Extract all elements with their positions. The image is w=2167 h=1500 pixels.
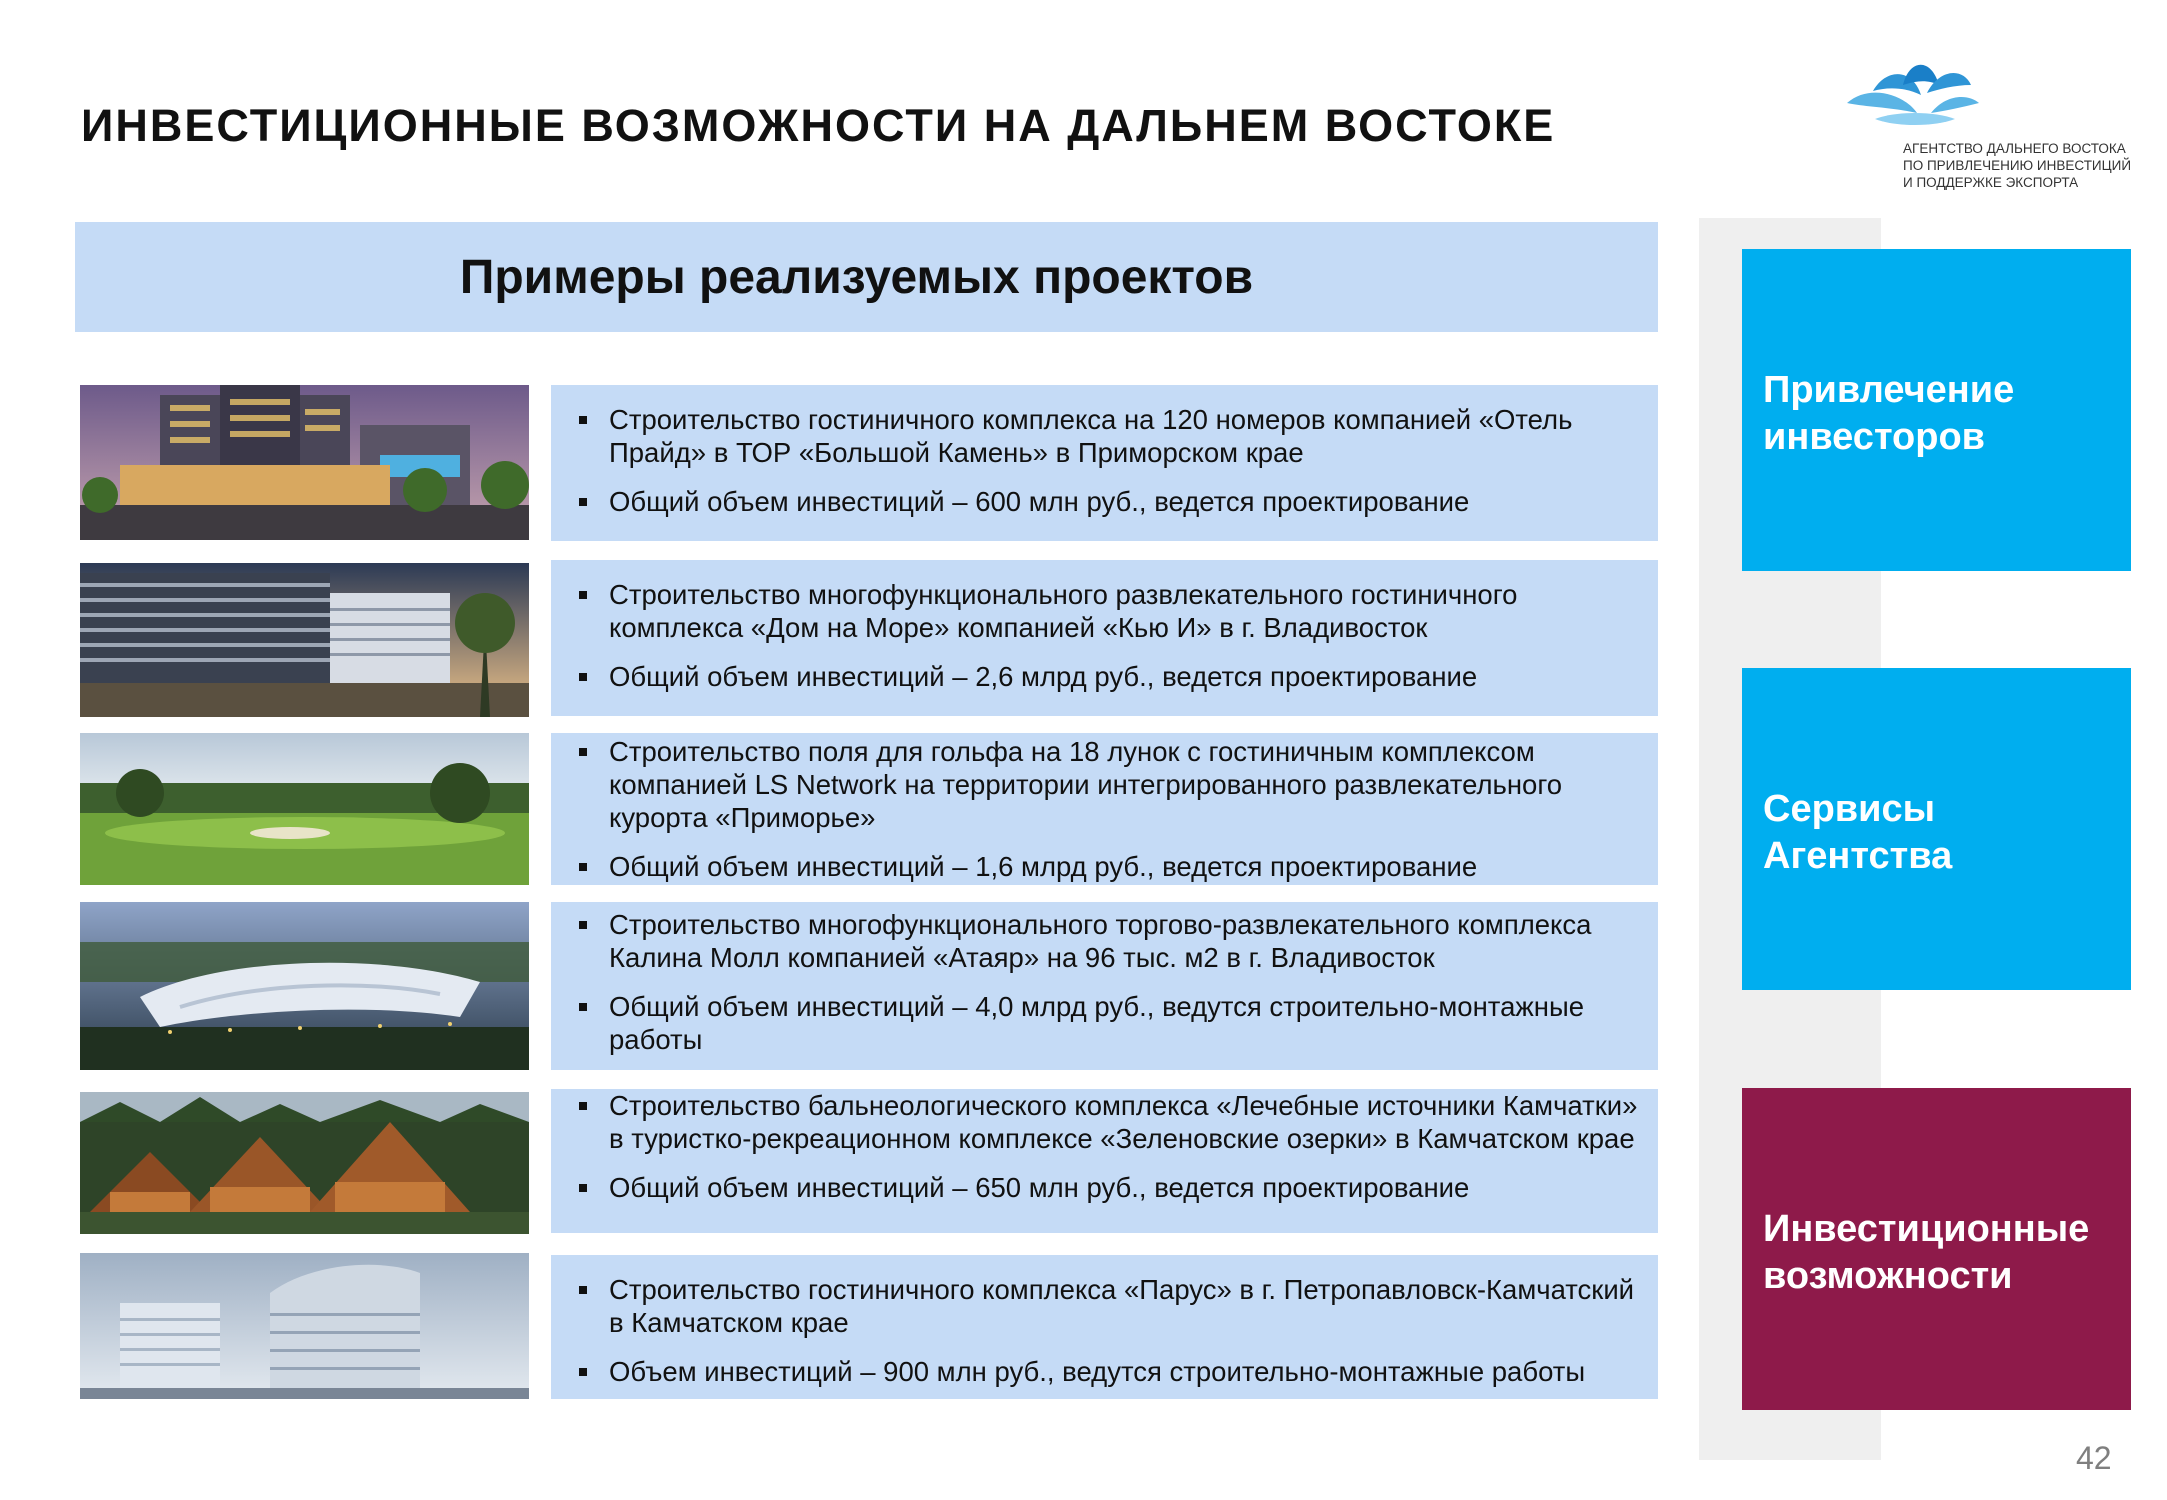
project-bullet: Общий объем инвестиций – 4,0 млрд руб., ведутся строительно-монтажные работы: [569, 990, 1638, 1056]
sidebar-item-investor-attraction[interactable]: [1742, 249, 2131, 571]
project-bullet: Общий объем инвестиций – 600 млн руб., ведется проектирование: [569, 485, 1638, 518]
project-bullet: Общий объем инвестиций – 650 млн руб., ведется проектирование: [569, 1171, 1638, 1204]
mall-aerial-photo-icon: [80, 902, 529, 1070]
sidebar-item-label: Привлечение: [1763, 369, 2015, 411]
project-image-dom-na-more: [80, 563, 529, 717]
project-description-6: [551, 1255, 1658, 1399]
project-bullet: Строительство многофункционального торгово-развлекательного комплекса Калина Молл компанией «Атаяр» на 96 тыс. м2 в г. Владивосток: [569, 908, 1638, 974]
project-bullet: Строительство поля для гольфа на 18 лунок с гостиничным комплексом компанией LS Network на территории интегрированного развлекательного курорта «Приморье»: [569, 735, 1638, 834]
project-image-parus: [80, 1253, 529, 1399]
section-title: Примеры реализуемых проектов: [459, 250, 1254, 304]
project-image-kalina-mall: [80, 902, 529, 1070]
page-title: ИНВЕСТИЦИОННЫЕ ВОЗМОЖНОСТИ НА ДАЛЬНЕМ ВОСТОКЕ: [81, 100, 1556, 151]
project-description-2: [551, 560, 1658, 716]
page-number: 42: [2076, 1440, 2112, 1476]
agency-logo: [1835, 55, 2135, 195]
project-bullet: Строительство гостиничного комплекса «Парус» в г. Петропавловск-Камчатский в Камчатском крае: [569, 1273, 1638, 1339]
sidebar-item-investment-opportunities[interactable]: [1742, 1088, 2131, 1410]
section-title-bar: [75, 222, 1658, 332]
glass-buildings-render-icon: [80, 1253, 529, 1399]
project-image-golf: [80, 733, 529, 885]
project-description-1: [551, 385, 1658, 541]
sidebar-item-label: возможности: [1763, 1255, 2013, 1297]
sidebar-item-label: Инвестиционные: [1763, 1208, 2090, 1250]
project-bullet: Строительство бальнеологического комплекса «Лечебные источники Камчатки» в туристко-рекреационном комплексе «Зеленовские озерки» в Камчатском крае: [569, 1089, 1638, 1155]
project-image-hotel-pride: [80, 385, 529, 540]
project-description-5: [551, 1089, 1658, 1233]
golf-course-photo-icon: [80, 733, 529, 885]
project-description-4: [551, 902, 1658, 1070]
project-bullet: Общий объем инвестиций – 1,6 млрд руб., ведется проектирование: [569, 850, 1638, 883]
sidebar-item-label: Сервисы: [1763, 788, 1936, 830]
log-chalets-photo-icon: [80, 1092, 529, 1234]
project-image-kamchatka-springs: [80, 1092, 529, 1234]
project-bullet: Объем инвестиций – 900 млн руб., ведутся строительно-монтажные работы: [569, 1355, 1638, 1388]
project-bullet: Строительство многофункционального развлекательного гостиничного комплекса «Дом на Море» компанией «Кью И» в г. Владивосток: [569, 578, 1638, 644]
sidebar-item-label: Агентства: [1763, 835, 1953, 877]
seaside-towers-photo-icon: [80, 563, 529, 717]
project-bullet: Общий объем инвестиций – 2,6 млрд руб., ведется проектирование: [569, 660, 1638, 693]
sidebar-item-label: инвесторов: [1763, 416, 1986, 458]
project-description-3: [551, 733, 1658, 885]
logo-caption: АГЕНТСТВО ДАЛЬНЕГО ВОСТОКА ПО ПРИВЛЕЧЕНИЮ ИНВЕСТИЦИЙ И ПОДДЕРЖКЕ ЭКСПОРТА: [1903, 141, 2132, 190]
project-bullet: Строительство гостиничного комплекса на 120 номеров компанией «Отель Прайд» в ТОР «Большой Камень» в Приморском крае: [569, 403, 1638, 469]
lotus-logo-icon: [1835, 55, 1985, 145]
hotel-night-photo-icon: [80, 385, 529, 540]
sidebar-item-agency-services[interactable]: [1742, 668, 2131, 990]
